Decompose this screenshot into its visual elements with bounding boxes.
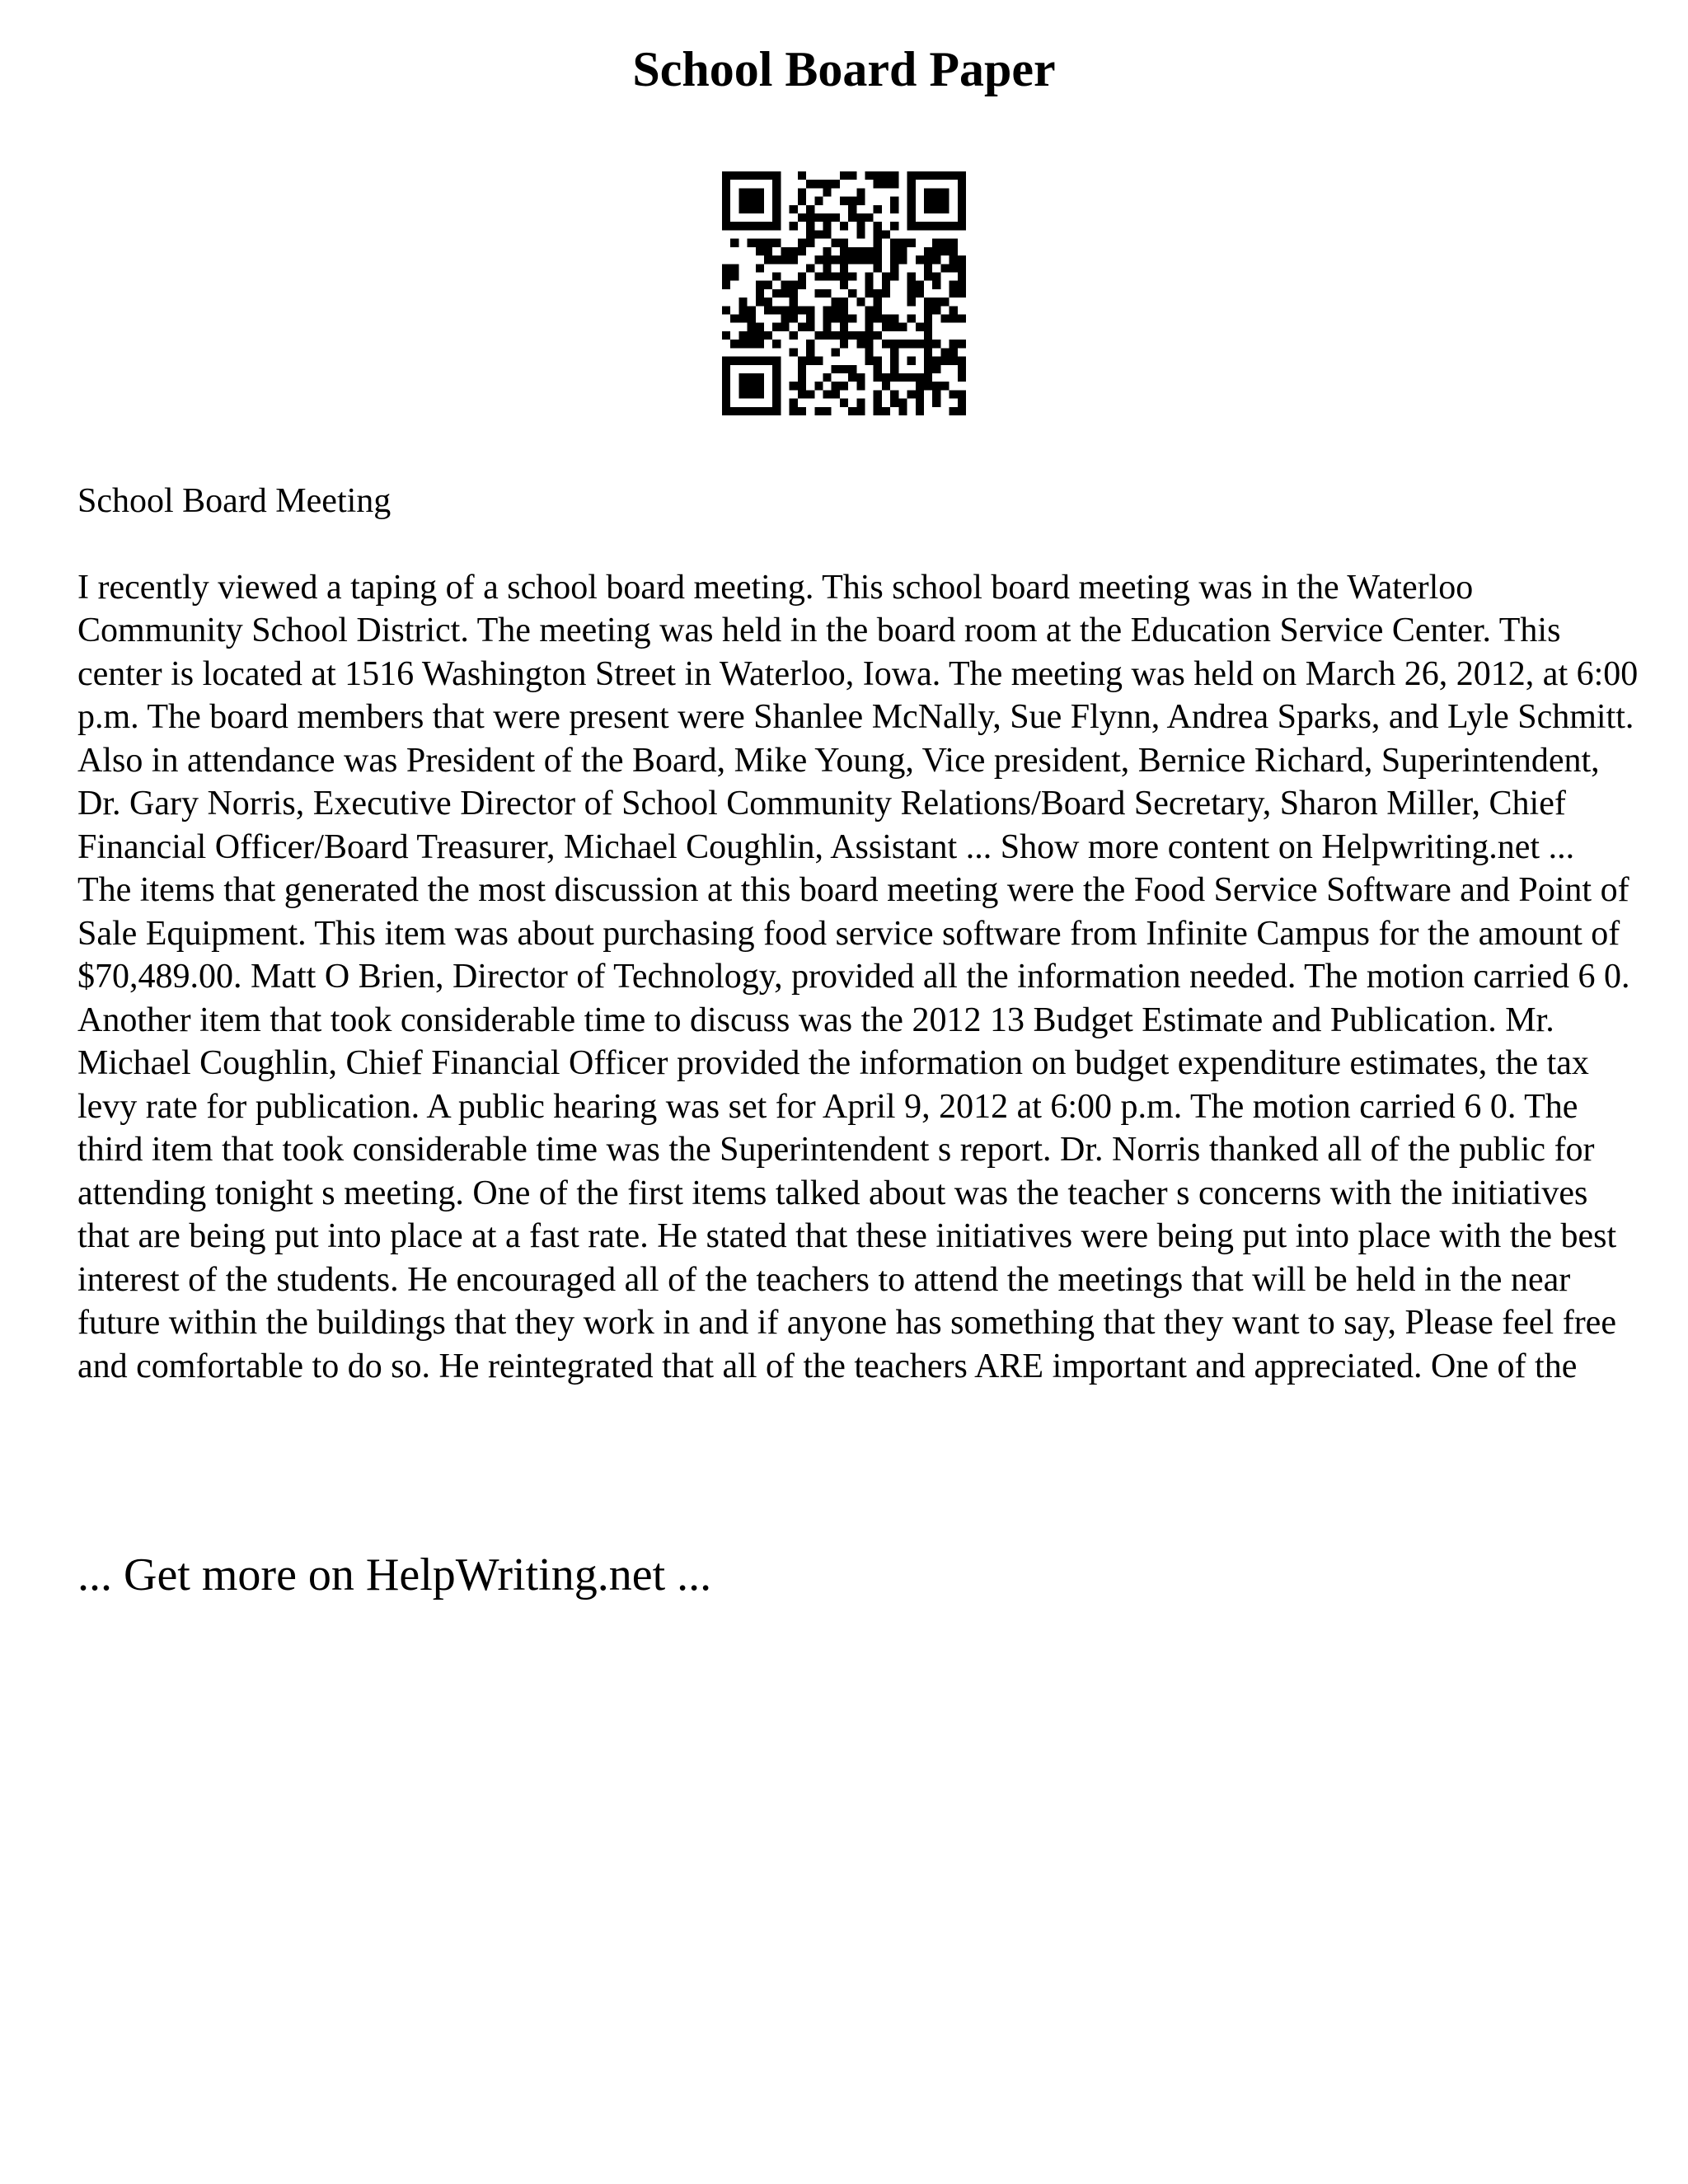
document-title: School Board Paper bbox=[632, 42, 1056, 96]
qr-code-icon bbox=[722, 171, 966, 415]
get-more-link[interactable]: ... Get more on HelpWriting.net ... bbox=[77, 1549, 712, 1601]
section-heading: School Board Meeting bbox=[77, 482, 392, 520]
body-paragraph-2: The items that generated the most discussion at this board meeting were the Food Service Software and Point of Sale Equipment. This item was about purchasing food service software from Infinite Campus for the amount of $70,489.00. Matt O Brien, Director of Technology, provided all the information needed. The motion carried 6 0. Another item that took considerable time to discuss was the 2012 13 Budget Estimate and Publication. Mr. Michael Coughlin, Chief Financial Officer provided the information on budget expenditure estimates, the tax levy rate for publication. A public hearing was set for April 9, 2012 at 6:00 p.m. The motion carried 6 0. The third item that took considerable time was the Superintendent s report. Dr. Norris thanked all of the public for attending tonight s meeting. One of the first items talked about was the teacher s concerns with the initiatives that are being put into place at a fast rate. He stated that these initiatives were being put into place with the best interest of the students. He encouraged all of the teachers to attend the meetings that will be held in the near future within the buildings that they work in and if anyone has something that they want to say, Please feel free and comfortable to do so. He reintegrated that all of the teachers ARE important and appreciated. One of the bbox=[77, 871, 1630, 1385]
body-paragraph-1: I recently viewed a taping of a school board meeting. This school board meeting was in the Waterloo Community School District. The meeting was held in the board room at the Education Service Center. This center is located at 1516 Washington Street in Waterloo, Iowa. The meeting was held on March 26, 2012, at 6:00 p.m. The board members that were present were Shanlee McNally, Sue Flynn, Andrea Sparks, and Lyle Schmitt. Also in attendance was President of the Board, Mike Young, Vice president, Bernice Richard, Superintendent, Dr. Gary Norris, Executive Director of School Community Relations/Board Secretary, Sharon Miller, Chief Financial Officer/Board Treasurer, Michael Coughlin, Assistant ... Show more content on Helpwriting.net ... bbox=[77, 568, 1639, 866]
document-body bbox=[77, 480, 1643, 1388]
